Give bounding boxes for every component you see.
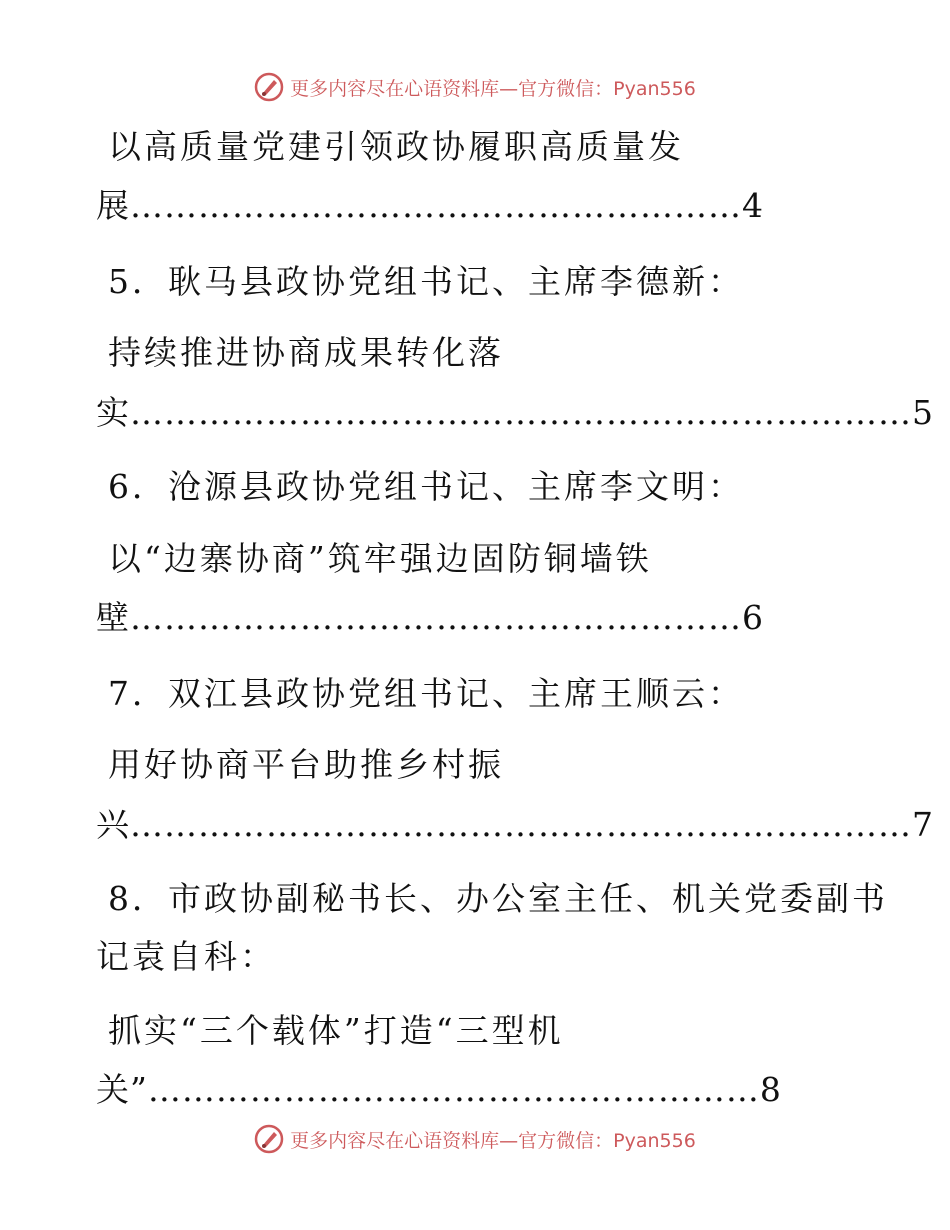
toc-line-3: 5．耿马县政协党组书记、主席李德新： [108,262,744,301]
toc-line-7: 以“边寨协商”筑牢强边固防铜墙铁 [108,539,652,578]
toc-line-6: 6．沧源县政协党组书记、主席李文明： [108,467,744,506]
toc-entry-page-6[interactable]: 壁………………………………………………6 [96,598,766,637]
pen-logo-icon [254,1124,284,1154]
toc-entry-page-4[interactable]: 展………………………………………………4 [96,186,766,225]
toc-line-1: 以高质量党建引领政协履职高质量发 [108,127,684,166]
toc-entry-page-8[interactable]: 关”………………………………………………8 [96,1070,784,1109]
watermark-text: 更多内容尽在心语资料库—官方微信：Pyan556 [290,1129,696,1152]
toc-line-12: 8．市政协副秘书长、办公室主任、机关党委副书 [108,879,888,918]
footer-watermark [0,1124,950,1154]
toc-line-14: 抓实“三个载体”打造“三型机 [108,1011,564,1050]
watermark-text: 更多内容尽在心语资料库—官方微信：Pyan556 [290,77,696,100]
toc-line-4: 持续推进协商成果转化落 [108,333,504,372]
toc-line-9: 7．双江县政协党组书记、主席王顺云： [108,674,744,713]
header-watermark [0,72,950,102]
toc-line-10: 用好协商平台助推乡村振 [108,745,504,784]
toc-line-13: 记袁自科： [96,937,276,976]
toc-entry-page-7[interactable]: 兴……………………………………………………………7 [96,805,936,844]
toc-entry-page-5[interactable]: 实……………………………………………………………5 [96,393,936,432]
pen-logo-icon [254,72,284,102]
